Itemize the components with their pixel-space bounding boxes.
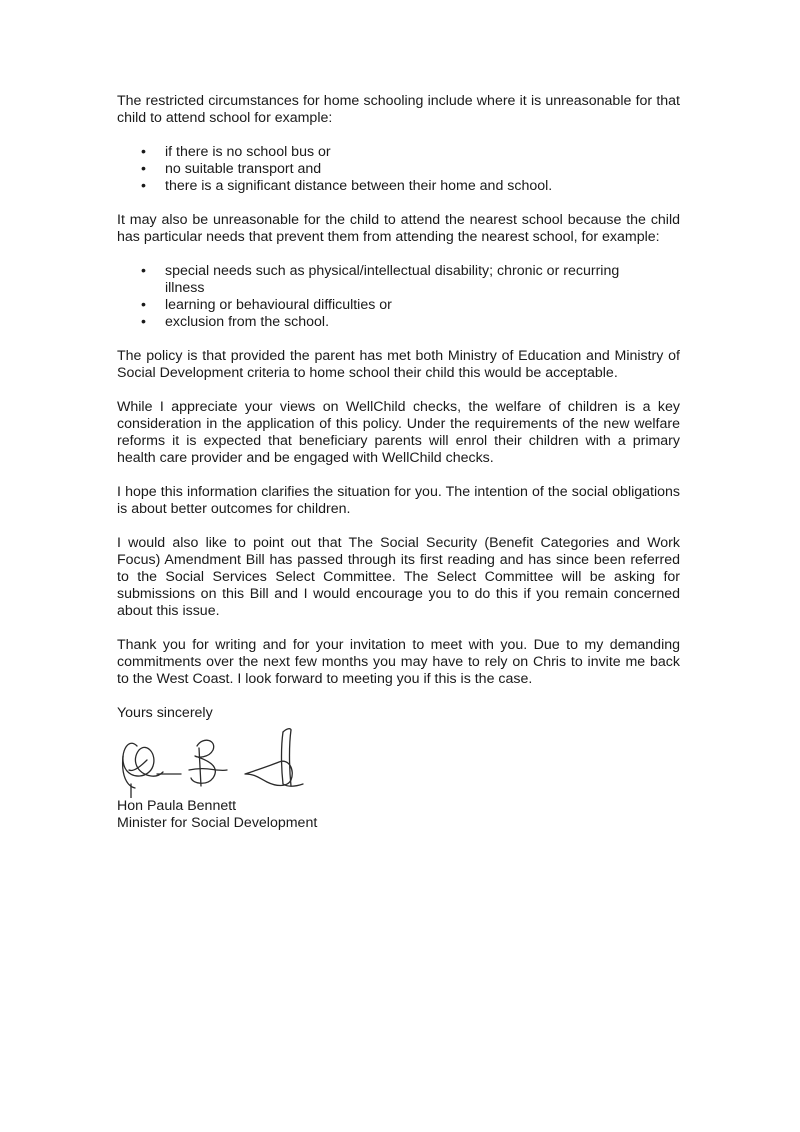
signatory-title: Minister for Social Development xyxy=(117,815,318,831)
signatory-name: Hon Paula Bennett xyxy=(117,798,237,814)
paragraph-particular-needs: It may also be unreasonable for the child to attend the nearest school because the child has particular needs that prevent them from attending the nearest school, for example: xyxy=(117,212,680,245)
bullet-icon: • xyxy=(141,161,146,177)
handwritten-signature xyxy=(117,726,317,798)
list-item: • there is a significant distance between their home and school. xyxy=(141,178,553,194)
closing-salutation: Yours sincerely xyxy=(117,705,213,721)
paragraph-policy: The policy is that provided the parent has met both Ministry of Education and Ministry of Social Development criteria to home school their child this would be acceptable. xyxy=(117,348,680,381)
bullet-icon: • xyxy=(141,263,146,279)
bullet-icon: • xyxy=(141,178,146,194)
list-item: • no suitable transport and xyxy=(141,161,322,177)
paragraph-amendment-bill: I would also like to point out that The Social Security (Benefit Categories and Work Focus) Amendment Bill has passed through its first reading and has since been referred to the Social Services Select Committee. The Select Committee will be asking for submissions on this Bill and I would encourage you to do this if you remain concerned about this issue. xyxy=(117,535,680,619)
bullet-icon: • xyxy=(141,297,146,313)
list-item: • special needs such as physical/intellectual disability; chronic or recurring illness xyxy=(141,263,620,296)
transport-reasons-list xyxy=(117,144,680,195)
paragraph-wellchild: While I appreciate your views on WellChild checks, the welfare of children is a key consideration in the application of this policy. Under the requirements of the new welfare reforms it is expected that beneficiary parents will enrol their children with a primary health care provider and be engaged with WellChild checks. xyxy=(117,399,680,466)
paragraph-thank-you: Thank you for writing and for your invitation to meet with you. Due to my demanding commitments over the next few months you may have to rely on Chris to invite me back to the West Coast. I look forward to meeting you if this is the case. xyxy=(117,637,680,687)
list-item: • exclusion from the school. xyxy=(141,314,330,330)
bullet-icon: • xyxy=(141,314,146,330)
particular-needs-list xyxy=(117,263,680,331)
bullet-icon: • xyxy=(141,144,146,160)
list-item: • if there is no school bus or xyxy=(141,144,331,160)
letter-body xyxy=(117,93,680,832)
paragraph-clarification: I hope this information clarifies the situation for you. The intention of the social obligations is about better outcomes for children. xyxy=(117,484,680,517)
paragraph-home-schooling-circumstances: The restricted circumstances for home schooling include where it is unreasonable for that child to attend school for example: xyxy=(117,93,680,126)
list-item: • learning or behavioural difficulties or xyxy=(141,297,392,313)
